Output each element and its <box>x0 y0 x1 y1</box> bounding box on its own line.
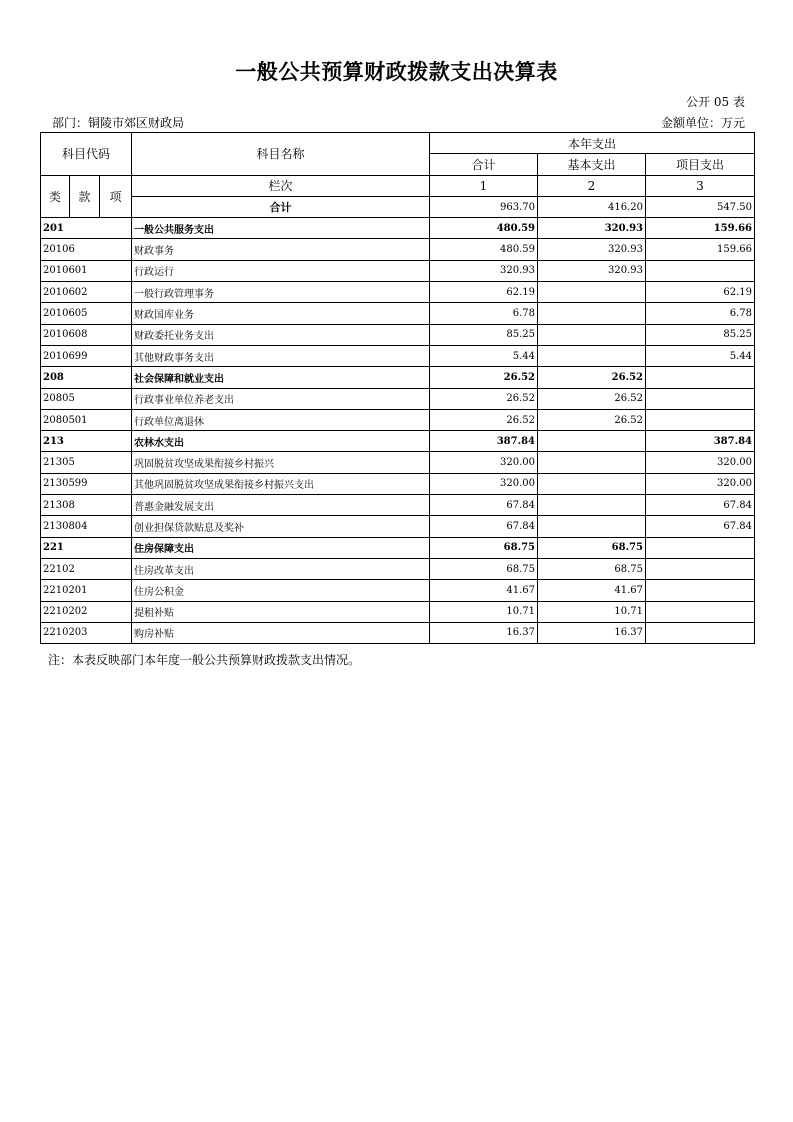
row-basic <box>538 473 646 494</box>
department-label: 部门：铜陵市郊区财政局 <box>52 116 185 130</box>
row-name: 巩固脱贫攻坚成果衔接乡村振兴 <box>132 452 430 473</box>
table-row <box>41 558 755 579</box>
row-name: 住房保障支出 <box>132 537 430 558</box>
row-name: 提租补贴 <box>132 601 430 622</box>
table-row <box>41 388 755 409</box>
header-lei: 类 <box>41 175 70 218</box>
row-code: 20805 <box>41 388 132 409</box>
header-xiang: 项 <box>100 175 132 218</box>
form-number: 公开 05 表 <box>686 95 745 109</box>
row-name: 其他巩固脱贫攻坚成果衔接乡村振兴支出 <box>132 473 430 494</box>
row-basic: 320.93 <box>538 218 646 239</box>
table-row <box>41 580 755 601</box>
header-total: 合计 <box>430 154 538 175</box>
row-project <box>646 601 755 622</box>
row-basic: 320.93 <box>538 239 646 260</box>
row-total: 62.19 <box>430 282 538 303</box>
row-project: 320.00 <box>646 473 755 494</box>
row-project: 387.84 <box>646 431 755 452</box>
row-code: 22102 <box>41 558 132 579</box>
row-total: 480.59 <box>430 239 538 260</box>
row-code: 2130599 <box>41 473 132 494</box>
row-project: 67.84 <box>646 516 755 537</box>
row-code: 213 <box>41 431 132 452</box>
row-project: 62.19 <box>646 282 755 303</box>
row-name: 行政单位离退休 <box>132 409 430 430</box>
row-name: 行政运行 <box>132 260 430 281</box>
row-total: 85.25 <box>430 324 538 345</box>
table-row <box>41 516 755 537</box>
table-row <box>41 495 755 516</box>
row-code: 2010605 <box>41 303 132 324</box>
expenditure-table <box>40 132 755 644</box>
row-total: 320.00 <box>430 452 538 473</box>
row-code: 221 <box>41 537 132 558</box>
row-code: 2010699 <box>41 345 132 366</box>
row-code: 2010602 <box>41 282 132 303</box>
row-code: 201 <box>41 218 132 239</box>
table-row <box>41 601 755 622</box>
row-name: 一般公共服务支出 <box>132 218 430 239</box>
header-project: 项目支出 <box>646 154 755 175</box>
row-name: 财政事务 <box>132 239 430 260</box>
table-row <box>41 218 755 239</box>
header-this-year: 本年支出 <box>430 133 755 154</box>
row-project <box>646 558 755 579</box>
header-column-no: 栏次 <box>132 175 430 196</box>
row-total: 68.75 <box>430 558 538 579</box>
summary-basic: 416.20 <box>538 196 646 217</box>
row-project <box>646 622 755 643</box>
table-note: 注：本表反映部门本年度一般公共预算财政拨款支出情况。 <box>48 653 361 667</box>
row-name: 社会保障和就业支出 <box>132 367 430 388</box>
row-total: 320.93 <box>430 260 538 281</box>
amount-unit-label: 金额单位：万元 <box>660 116 745 130</box>
row-project: 159.66 <box>646 239 755 260</box>
table-row <box>41 473 755 494</box>
row-code: 21305 <box>41 452 132 473</box>
row-name: 其他财政事务支出 <box>132 345 430 366</box>
row-total: 16.37 <box>430 622 538 643</box>
row-total: 26.52 <box>430 409 538 430</box>
row-project <box>646 580 755 601</box>
row-total: 26.52 <box>430 367 538 388</box>
row-code: 20106 <box>41 239 132 260</box>
row-name: 行政事业单位养老支出 <box>132 388 430 409</box>
row-basic <box>538 324 646 345</box>
row-name: 创业担保贷款贴息及奖补 <box>132 516 430 537</box>
table-row <box>41 452 755 473</box>
summary-label: 合计 <box>132 196 430 217</box>
row-total: 6.78 <box>430 303 538 324</box>
row-project <box>646 260 755 281</box>
header-col1: 1 <box>430 175 538 196</box>
row-project <box>646 388 755 409</box>
row-basic: 26.52 <box>538 409 646 430</box>
row-code: 21308 <box>41 495 132 516</box>
row-project: 85.25 <box>646 324 755 345</box>
row-code: 2080501 <box>41 409 132 430</box>
row-basic <box>538 282 646 303</box>
table-row <box>41 239 755 260</box>
row-basic: 26.52 <box>538 388 646 409</box>
table-row <box>41 409 755 430</box>
row-name: 财政国库业务 <box>132 303 430 324</box>
row-basic <box>538 431 646 452</box>
row-total: 68.75 <box>430 537 538 558</box>
row-basic <box>538 345 646 366</box>
row-total: 67.84 <box>430 516 538 537</box>
summary-project: 547.50 <box>646 196 755 217</box>
row-project: 159.66 <box>646 218 755 239</box>
summary-total: 963.70 <box>430 196 538 217</box>
row-project <box>646 537 755 558</box>
row-project: 5.44 <box>646 345 755 366</box>
page-title: 一般公共预算财政拨款支出决算表 <box>235 60 558 84</box>
row-project: 320.00 <box>646 452 755 473</box>
table-row <box>41 260 755 281</box>
row-total: 480.59 <box>430 218 538 239</box>
row-name: 一般行政管理事务 <box>132 282 430 303</box>
table-row <box>41 622 755 643</box>
table-row <box>41 303 755 324</box>
row-basic: 320.93 <box>538 260 646 281</box>
row-project: 6.78 <box>646 303 755 324</box>
row-basic: 68.75 <box>538 558 646 579</box>
row-name: 购房补贴 <box>132 622 430 643</box>
header-basic: 基本支出 <box>538 154 646 175</box>
row-total: 5.44 <box>430 345 538 366</box>
header-col2: 2 <box>538 175 646 196</box>
row-code: 208 <box>41 367 132 388</box>
header-subject-code: 科目代码 <box>41 133 132 176</box>
table-row <box>41 367 755 388</box>
row-code: 2130804 <box>41 516 132 537</box>
row-code: 2210202 <box>41 601 132 622</box>
row-name: 农林水支出 <box>132 431 430 452</box>
row-project <box>646 367 755 388</box>
row-name: 住房改革支出 <box>132 558 430 579</box>
row-code: 2210201 <box>41 580 132 601</box>
table-row <box>41 282 755 303</box>
row-total: 10.71 <box>430 601 538 622</box>
row-total: 26.52 <box>430 388 538 409</box>
row-basic <box>538 495 646 516</box>
row-basic: 10.71 <box>538 601 646 622</box>
table-row <box>41 431 755 452</box>
row-basic: 26.52 <box>538 367 646 388</box>
row-basic <box>538 452 646 473</box>
row-code: 2010601 <box>41 260 132 281</box>
header-kuan: 款 <box>70 175 100 218</box>
row-basic: 41.67 <box>538 580 646 601</box>
row-code: 2210203 <box>41 622 132 643</box>
table-row <box>41 345 755 366</box>
row-name: 普惠金融发展支出 <box>132 495 430 516</box>
row-project <box>646 409 755 430</box>
header-col3: 3 <box>646 175 755 196</box>
row-total: 41.67 <box>430 580 538 601</box>
row-basic <box>538 516 646 537</box>
row-code: 2010608 <box>41 324 132 345</box>
row-basic: 16.37 <box>538 622 646 643</box>
row-total: 67.84 <box>430 495 538 516</box>
row-name: 住房公积金 <box>132 580 430 601</box>
row-total: 387.84 <box>430 431 538 452</box>
row-total: 320.00 <box>430 473 538 494</box>
row-name: 财政委托业务支出 <box>132 324 430 345</box>
table-row <box>41 537 755 558</box>
row-basic <box>538 303 646 324</box>
table-row <box>41 324 755 345</box>
header-subject-name: 科目名称 <box>132 133 430 176</box>
row-basic: 68.75 <box>538 537 646 558</box>
row-project: 67.84 <box>646 495 755 516</box>
